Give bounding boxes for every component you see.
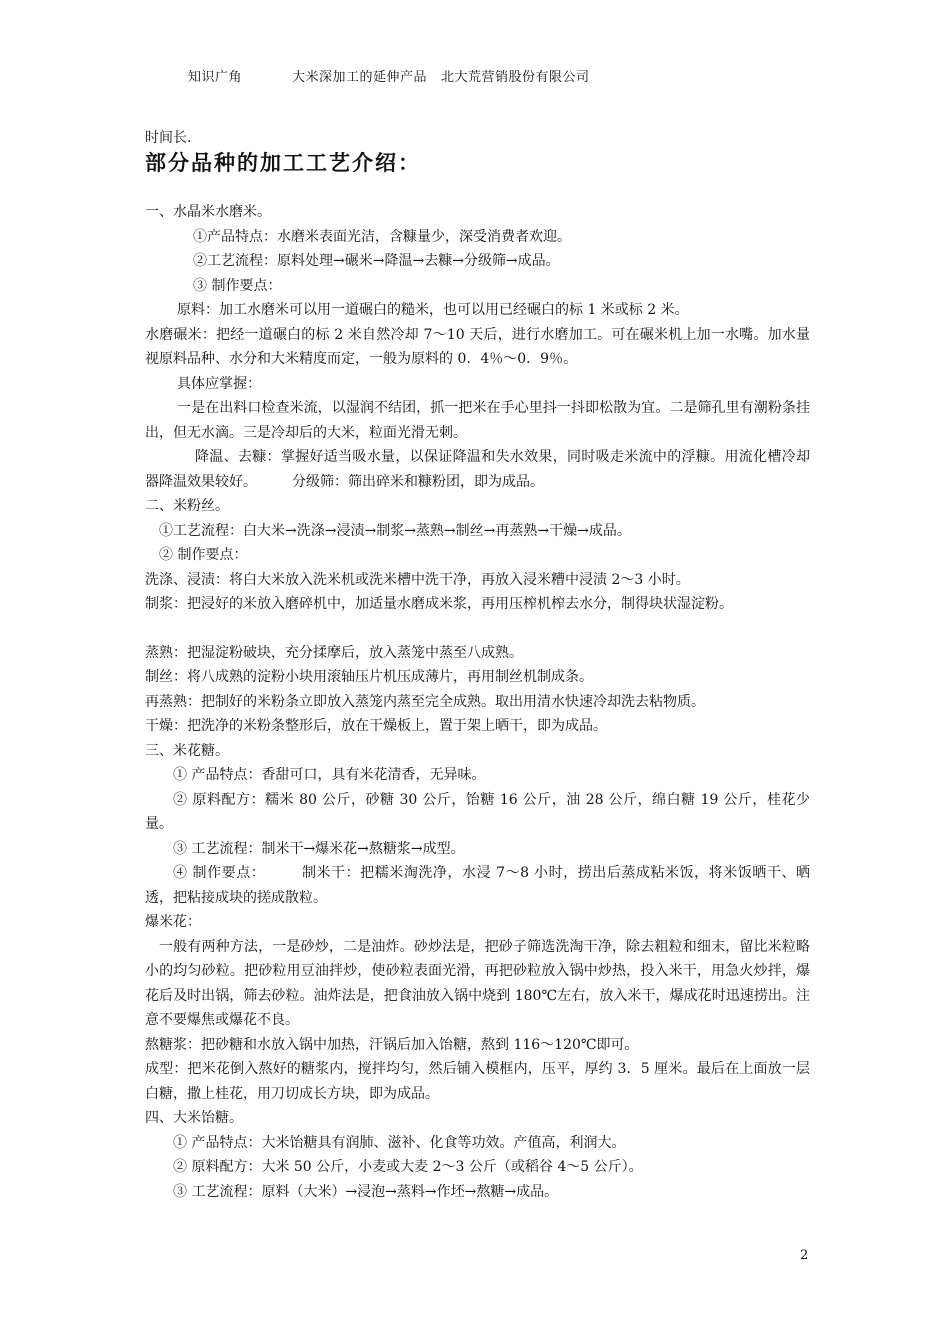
heading-rice-maltose: 四、大米饴糖。: [145, 1110, 243, 1126]
paragraph: 成型：把米花倒入熬好的糖浆内，搅拌均匀，然后铺入模框内，压平，厚约 3．5 厘米。最后在上面放一层白糖，撒上桂花，用刀切成长方块，即为成品。: [145, 1061, 810, 1102]
list-item: ① 产品特点：香甜可口，具有米花清香，无异味。: [173, 767, 486, 783]
paragraph: 洗涤、浸渍：将白大米放入洗米机或洗米槽中洗干净，再放入浸米糟中浸渍 2～3 小时。: [145, 571, 690, 588]
paragraph: 制浆：把浸好的米放入磨碎机中，加适量水磨成米浆，再用压榨机榨去水分，制得块状湿淀粉。: [145, 596, 733, 612]
list-item: ①产品特点：水磨米表面光洁，含糠量少，深受消费者欢迎。: [193, 228, 571, 245]
list-item: ③ 制作要点：: [193, 277, 282, 294]
list-item: ④ 制作要点： 制米干：把糯米淘洗净，水浸 7～8 小时，捞出后蒸成粘米饭，将米饭晒干、晒透，把粘接成块的搓成散粒。: [145, 865, 810, 906]
heading-rice-candy: 三、米花糖。: [145, 742, 229, 759]
list-item: ② 原料配方：糯米 80 公斤，砂糖 30 公斤，饴糖 16 公斤，油 28 公斤，绵白糖 19 公斤，桂花少量。: [145, 791, 810, 832]
page-number: 2: [800, 1248, 809, 1263]
heading-rice-noodles: 二、米粉丝。: [145, 498, 229, 514]
paragraph: 熬糖浆：把砂糖和水放入锅中加热，汗锅后加入饴糖，熬到 116～120℃即可。: [145, 1036, 639, 1053]
paragraph: 具体应掌握：: [177, 375, 261, 392]
list-item: ③ 工艺流程：制米干→爆米花→熬糖浆→成型。: [173, 840, 465, 857]
blank-line: [145, 617, 810, 641]
list-item: ② 制作要点：: [159, 547, 248, 563]
heading-crystal-rice: 一、水晶米水磨米。: [145, 204, 271, 220]
header-section-label: 知识广角: [188, 70, 243, 85]
paragraph: 原料：加工水磨米可以用一道碾白的糙米，也可以用已经碾白的标 1 米或标 2 米。: [177, 302, 689, 318]
paragraph: 干燥：把洗净的米粉条整形后，放在干燥板上，置于架上晒干，即为成品。: [145, 718, 607, 734]
list-item: ① 产品特点：大米饴糖具有润肺、滋补、化食等功效。产值高，利润大。: [173, 1134, 626, 1151]
paragraph: 蒸熟：把湿淀粉破块，充分揉摩后，放入蒸笼中蒸至八成熟。: [145, 644, 523, 661]
section-title: 部分品种的加工工艺介绍：: [145, 151, 421, 175]
list-item: ③ 工艺流程：原料（大米）→浸泡→蒸料→作坯→熬糖→成品。: [173, 1183, 559, 1200]
document-body: [145, 200, 810, 1204]
header-company: 北大荒营销股份有限公司: [441, 70, 590, 85]
list-item: ①工艺流程：白大米→洗涤→浸渍→制浆→蒸熟→制丝→再蒸熟→干燥→成品。: [159, 522, 631, 539]
paragraph: 水磨碾米：把经一道碾白的标 2 米自然冷却 7～10 天后，进行水磨加工。可在碾米机上加一水嘴。加水量视原料品种、水分和大米精度而定，一般为原料的 0．4％～0．9％。: [145, 326, 810, 367]
page-header: [188, 66, 590, 85]
header-topic: 大米深加工的延伸产品: [292, 70, 428, 85]
paragraph: 爆米花：: [145, 914, 201, 930]
list-item: ②工艺流程：原料处理→碾米→降温→去糠→分级筛→成品。: [193, 253, 560, 269]
paragraph: 一般有两种方法，一是砂炒，二是油炸。砂炒法是，把砂子筛选洗淘干净，除去粗粒和细末，留比米粒略小的均匀砂粒。把砂粒用豆油拌炒，使砂粒表面光滑，再把砂粒放入锅中炒热，投入米干，用急火炒拌，爆花后及时出锅，筛去砂粒。油炸法是，把食油放入锅中烧到 180℃左右，放入米干，爆成花时迅速捞出。注意不要爆焦或爆花不良。: [145, 938, 810, 1028]
paragraph: 再蒸熟：把制好的米粉条立即放入蒸笼内蒸至完全成熟。取出用清水快速冷却洗去粘物质。: [145, 693, 705, 710]
previous-page-tail-text: 时间长.: [145, 130, 192, 146]
paragraph: 一是在出料口检查米流，以湿润不结团，抓一把米在手心里抖一抖即松散为宜。二是筛孔里有潮粉条挂出，但无水滴。三是冷却后的大米，粒面光滑无刺。: [145, 400, 810, 441]
paragraph: 制丝：将八成熟的淀粉小块用滚轴压片机压成薄片，再用制丝机制成条。: [145, 669, 593, 685]
list-item: ② 原料配方：大米 50 公斤，小麦或大麦 2～3 公斤（或稻谷 4～5 公斤）。: [173, 1159, 643, 1175]
paragraph: 降温、去糠：掌握好适当吸水量，以保证降温和失水效果，同时吸走米流中的浮糠。用流化槽冷却器降温效果较好。 分级筛：筛出碎米和糠粉团，即为成品。: [145, 449, 810, 490]
